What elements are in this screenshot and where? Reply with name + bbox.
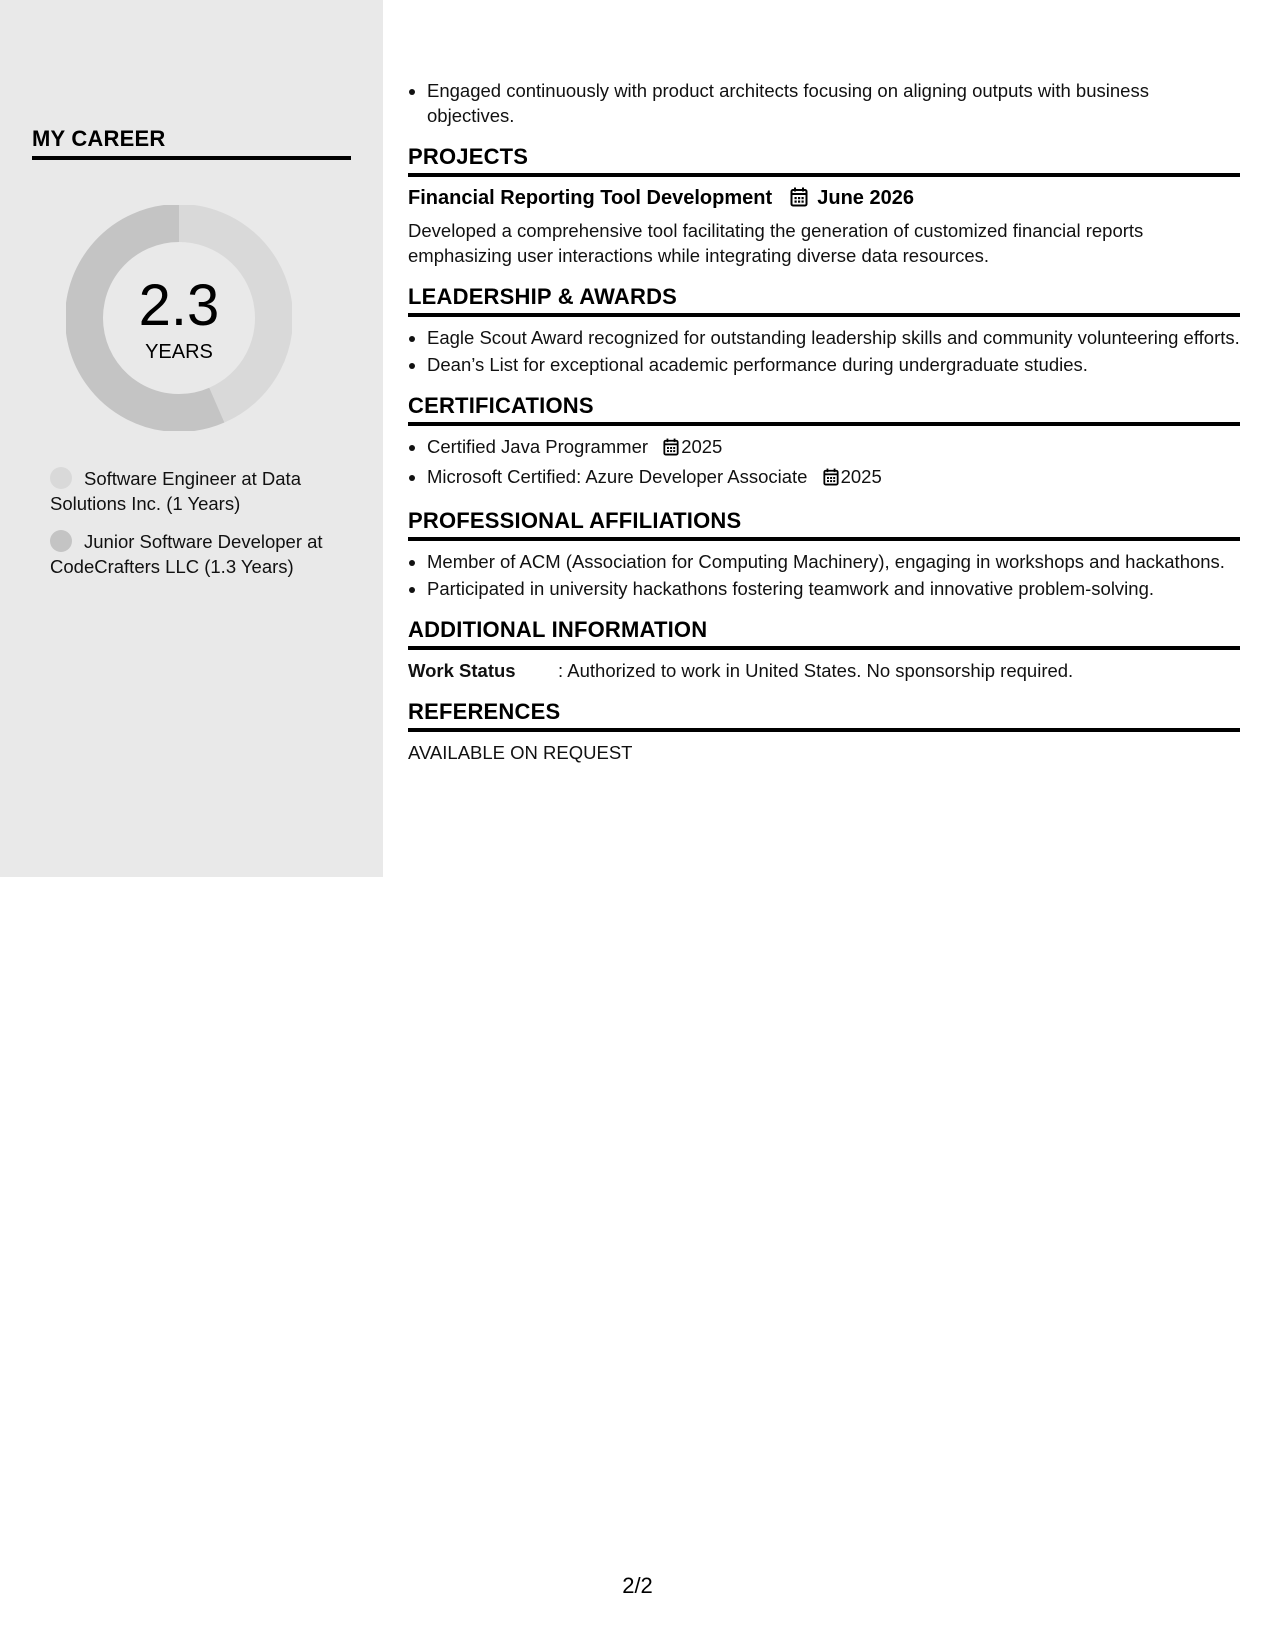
work-status-label: Work Status xyxy=(408,660,516,681)
list-item: • Eagle Scout Award recognized for outstanding leadership skills and community volunteering efforts. xyxy=(427,325,1240,350)
references-text: AVAILABLE ON REQUEST xyxy=(408,742,633,763)
donut-unit-label: YEARS xyxy=(145,341,213,363)
project-title-row xyxy=(408,185,1240,214)
calendar-icon xyxy=(790,187,808,214)
career-item-text: Junior Software Developer at CodeCrafters LLC (1.3 Years) xyxy=(50,531,323,577)
career-legend xyxy=(50,466,350,592)
list-item: • Member of ACM (Association for Computing Machinery), engaging in workshops and hackathons. xyxy=(427,549,1240,574)
page-number: 2/2 xyxy=(622,1573,653,1598)
work-status-row xyxy=(408,658,1240,683)
project-description: Developed a comprehensive tool facilitating the generation of customized financial reports emphasizing user interactions while integrating diverse data resources. xyxy=(408,220,1144,266)
legend-dot-icon xyxy=(50,467,72,489)
career-item xyxy=(50,466,350,516)
certification-name: Microsoft Certified: Azure Developer Associate xyxy=(427,466,808,487)
certification-year: 2025 xyxy=(681,436,723,457)
references-heading: REFERENCES xyxy=(408,699,1240,732)
donut-center xyxy=(66,205,292,431)
list-item: • Participated in university hackathons fostering teamwork and innovative problem-solving. xyxy=(427,576,1240,601)
legend-dot-icon xyxy=(50,530,72,552)
affiliations-heading: PROFESSIONAL AFFILIATIONS xyxy=(408,508,1240,541)
project-date: June 2026 xyxy=(817,187,914,209)
sidebar xyxy=(0,0,383,877)
certifications-heading: CERTIFICATIONS xyxy=(408,393,1240,426)
career-item-text: Software Engineer at Data Solutions Inc. (1 Years) xyxy=(50,468,301,514)
list-item xyxy=(427,434,1240,462)
list-item: • Dean’s List for exceptional academic performance during undergraduate studies. xyxy=(427,352,1240,377)
projects-heading: PROJECTS xyxy=(408,144,1240,177)
additional-info-heading: ADDITIONAL INFORMATION xyxy=(408,617,1240,650)
career-item xyxy=(50,529,350,579)
certification-year: 2025 xyxy=(840,466,882,487)
list-item: • Engaged continuously with product architects focusing on aligning outputs with business objectives. xyxy=(427,78,1240,128)
affiliations-list xyxy=(408,549,1240,601)
certifications-list xyxy=(408,434,1240,492)
list-item xyxy=(427,464,1240,492)
career-heading: MY CAREER xyxy=(32,126,351,160)
leadership-heading: LEADERSHIP & AWARDS xyxy=(408,284,1240,317)
calendar-icon xyxy=(663,437,679,462)
leadership-list xyxy=(408,325,1240,377)
experience-bullets xyxy=(408,78,1240,128)
donut-total-value: 2.3 xyxy=(138,273,220,338)
project-title: Financial Reporting Tool Development xyxy=(408,187,773,209)
calendar-icon xyxy=(823,467,839,492)
certification-name: Certified Java Programmer xyxy=(427,436,649,457)
main-content xyxy=(408,78,1240,765)
career-donut-chart xyxy=(66,205,292,431)
work-status-value: : Authorized to work in United States. No sponsorship required. xyxy=(558,660,1074,681)
